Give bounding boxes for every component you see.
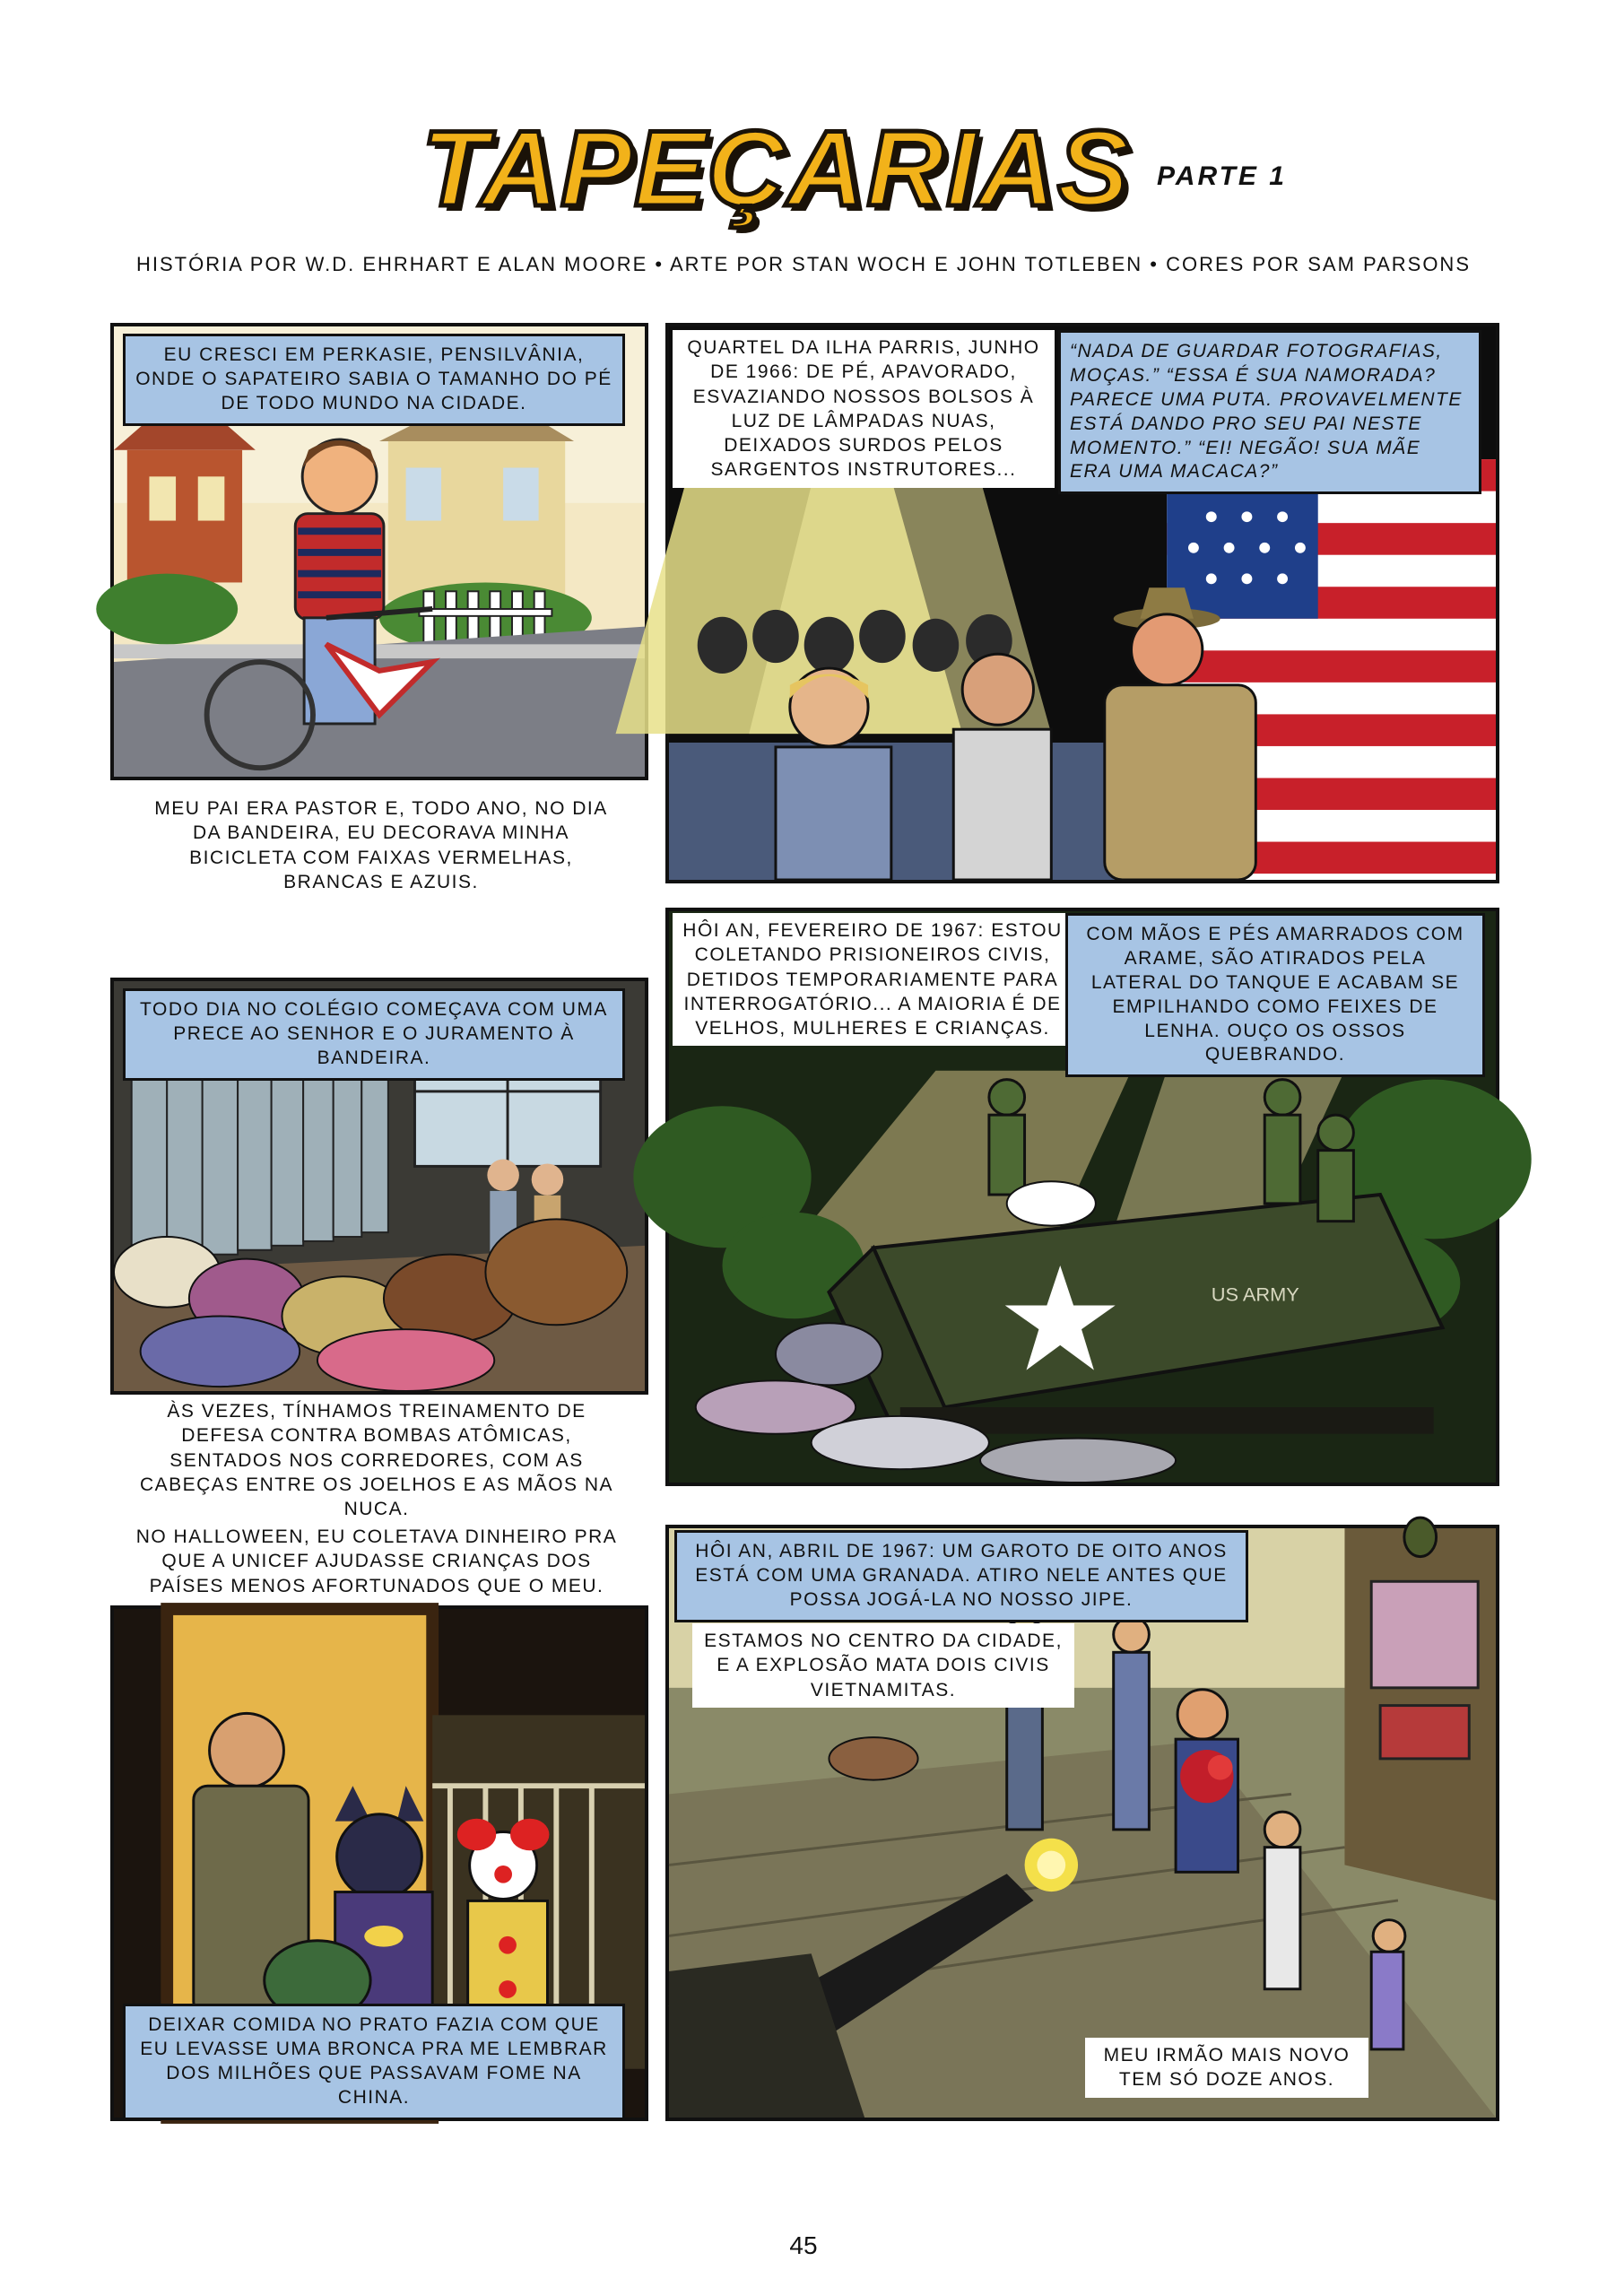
tank-marking-text: US ARMY — [1211, 1283, 1299, 1306]
panel-5-caption-top: NO HALLOWEEN, EU COLETAVA DINHEIRO PRA QUE A UNICEF AJUDASSE CRIANÇAS DOS PAÍSES MENOS AFORTUNADOS QUE O MEU. — [135, 1526, 618, 1596]
panel-4-caption-left: HÔI AN, FEVEREIRO DE 1967: ESTOU COLETANDO PRISIONEIROS CIVIS, DETIDOS TEMPORARIAMENTE PARA INTERROGATÓRIO... A MAIORIA É DE VELHOS, MULHERES E CRIANÇAS. — [673, 913, 1073, 1046]
panel-3-caption-top: TODO DIA NO COLÉGIO COMEÇAVA COM UMA PRECE AO SENHOR E O JURAMENTO À BANDEIRA. — [123, 988, 625, 1081]
page-number: 45 — [789, 2231, 818, 2259]
panel-4-caption-right: COM MÃOS E PÉS AMARRADOS COM ARAME, SÃO ATIRADOS PELA LATERAL DO TANQUE E ACABAM SE EMPILHANDO COMO FEIXES DE LENHA. OUÇO OS OSSOS QUEBRANDO. — [1065, 913, 1485, 1077]
panel-6-caption-top: HÔI AN, ABRIL DE 1967: UM GAROTO DE OITO ANOS ESTÁ COM UMA GRANADA. ATIRO NELE ANTES QUE POSSA JOGÁ-LA NO NOSSO JIPE. — [674, 1530, 1248, 1622]
panel-2-caption-right: “NADA DE GUARDAR FOTOGRAFIAS, MOÇAS.” “ESSA É SUA NAMORADA? PARECE UMA PUTA. PROVAVELMENTE ESTÁ DANDO PRO SEU PAI NESTE MOMENTO.” “EI! NEGÃO! SUA MÃE ERA UMA MACACA?” — [1058, 330, 1481, 494]
panel-6-caption-bottom: MEU IRMÃO MAIS NOVO TEM SÓ DOZE ANOS. — [1085, 2038, 1368, 2098]
panel-6-caption-mid: ESTAMOS NO CENTRO DA CIDADE, E A EXPLOSÃO MATA DOIS CIVIS VIETNAMITAS. — [692, 1623, 1074, 1708]
panel-3-hallway — [110, 978, 648, 1395]
panel-2-caption-left: QUARTEL DA ILHA PARRIS, JUNHO DE 1966: DE PÉ, APAVORADO, ESVAZIANDO NOSSOS BOLSOS À LUZ DE LÂMPADAS NUAS, DEIXADOS SURDOS PELOS SARGENTOS INSTRUTORES... — [673, 330, 1055, 488]
story-subtitle: PARTE 1 — [1157, 161, 1287, 191]
panel-3-caption-bottom: ÀS VEZES, TÍNHAMOS TREINAMENTO DE DEFESA CONTRA BOMBAS ATÔMICAS, SENTADOS NOS CORREDORES, COM AS CABEÇAS ENTRE OS JOELHOS E AS MÃOS NA NUCA. — [139, 1401, 614, 1520]
panel-1-caption-bottom: MEU PAI ERA PASTOR E, TODO ANO, NO DIA DA BANDEIRA, EU DECORAVA MINHA BICICLETA COM FAIXAS VERMELHAS, BRANCAS E AZUIS. — [132, 791, 630, 900]
credits-line: HISTÓRIA POR W.D. EHRHART E ALAN MOORE • ARTE POR STAN WOCH E JOHN TOTLEBEN • CORES POR SAM PARSONS — [135, 253, 1471, 275]
panel-1-bicycle — [110, 323, 648, 892]
panel-1-caption-top: EU CRESCI EM PERKASIE, PENSILVÂNIA, ONDE O SAPATEIRO SABIA O TAMANHO DO PÉ DE TODO MUNDO NA CIDADE. — [123, 334, 625, 426]
panel-5-caption-bottom: DEIXAR COMIDA NO PRATO FAZIA COM QUE EU LEVASSE UMA BRONCA PRA ME LEMBRAR DOS MILHÕES QUE PASSAVAM FOME NA CHINA. — [123, 2004, 625, 2120]
panel-5-halloween — [110, 1605, 648, 2121]
story-title: TAPEÇARIAS — [421, 109, 1132, 229]
